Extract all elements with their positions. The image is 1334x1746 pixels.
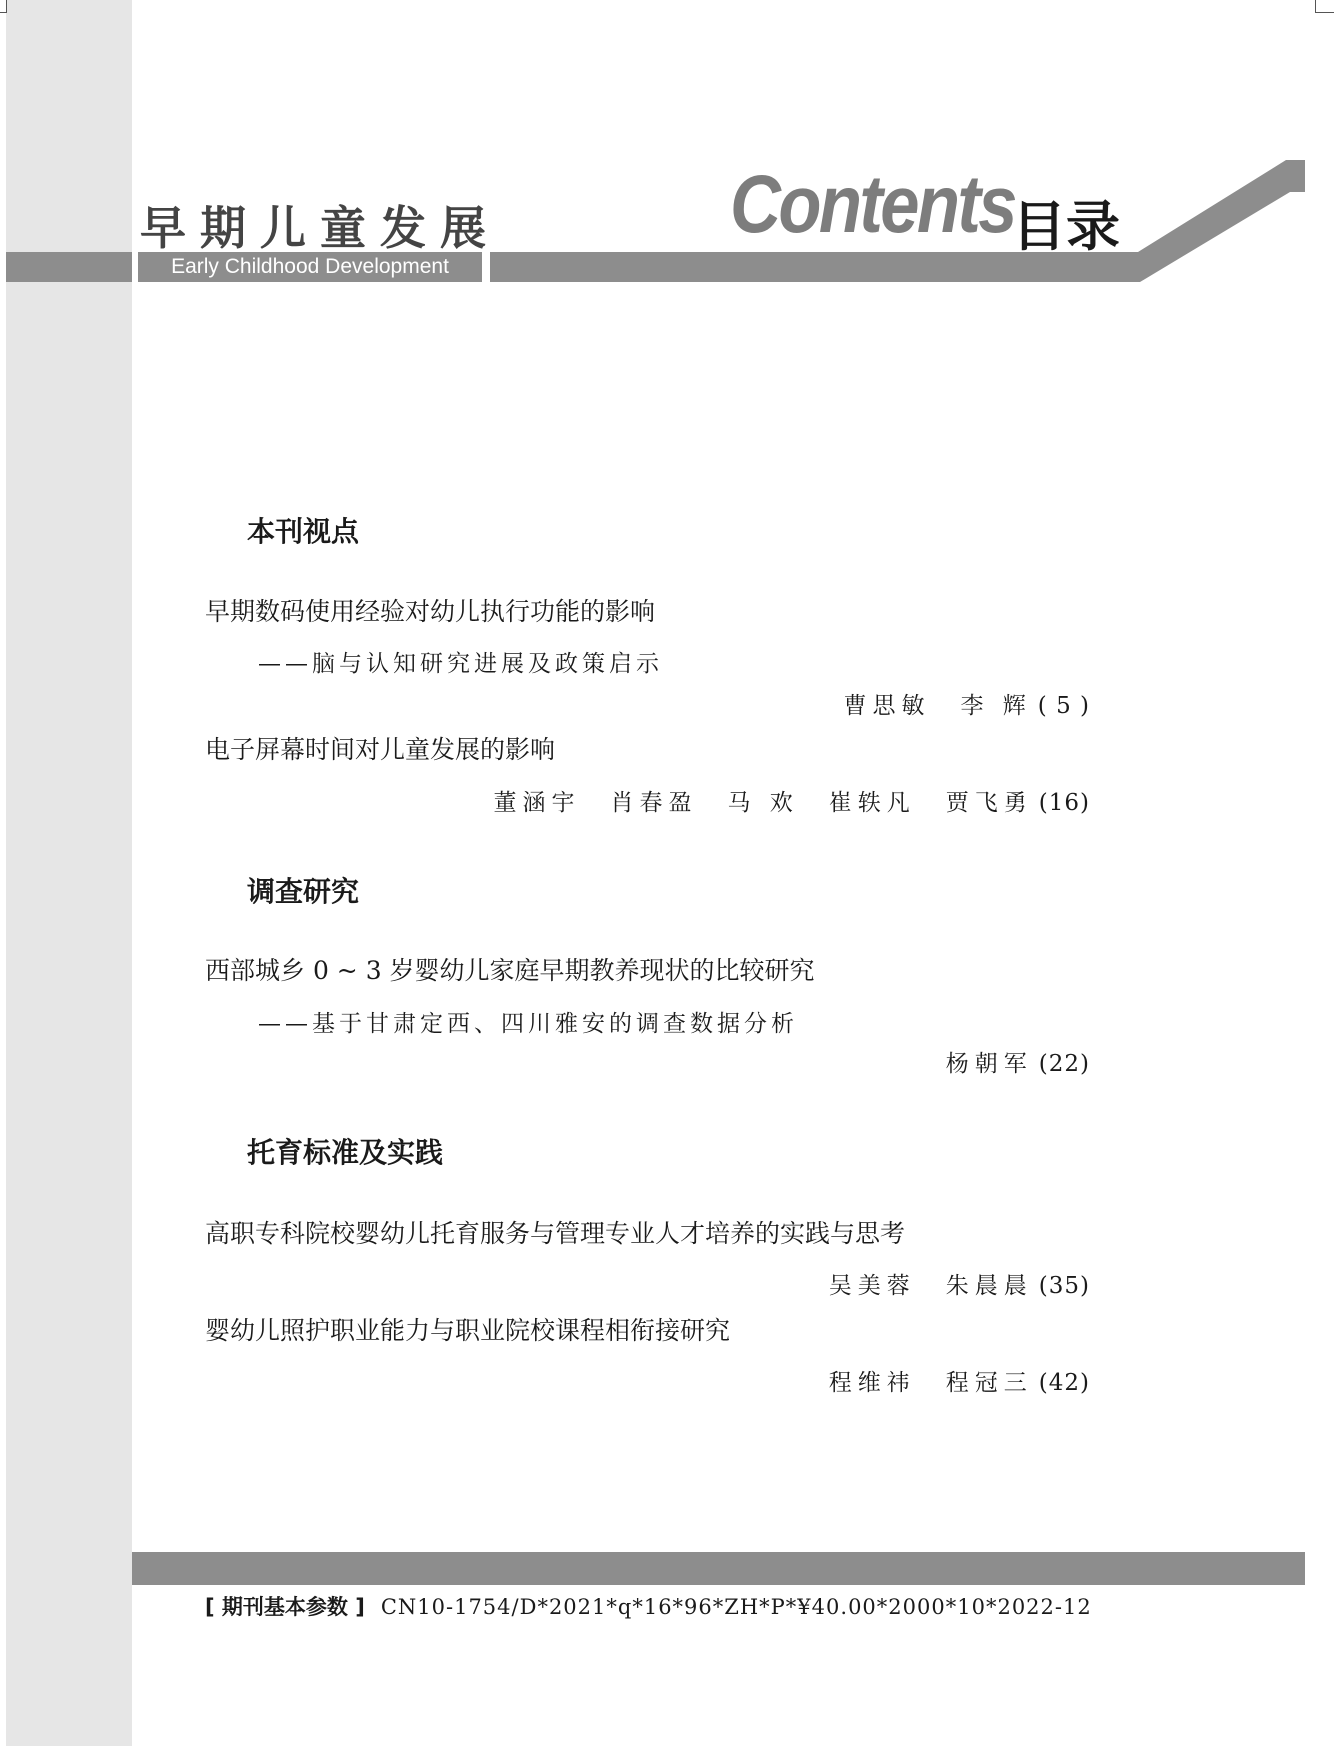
author-name: 崔轶凡	[828, 790, 916, 816]
crop-mark-top-right	[1315, 0, 1334, 13]
section-title: 调查研究	[247, 875, 360, 908]
article-authors	[463, 784, 1090, 817]
journal-name-cn: 早期儿童发展	[140, 201, 500, 255]
page-number: (42)	[1038, 1370, 1090, 1396]
author-name: 朱晨晨	[945, 1273, 1033, 1299]
author-name: 马 欢	[727, 790, 799, 816]
article-authors	[813, 687, 1090, 720]
author-name: 李 辉	[960, 693, 1032, 719]
contents-heading-en: Contents	[730, 159, 1015, 250]
crop-mark-top-left	[0, 0, 7, 13]
journal-name-en: Early Childhood Development	[171, 255, 449, 278]
contents-heading-cn: 目录	[1012, 195, 1120, 258]
article-title[interactable]: 早期数码使用经验对幼儿执行功能的影响	[205, 597, 656, 626]
article-authors	[799, 1267, 1090, 1300]
author-name: 吴美蓉	[828, 1273, 916, 1299]
parameters-label: [ 期刊基本参数 ]	[205, 1595, 365, 1619]
section-title: 本刊视点	[247, 515, 360, 548]
journal-parameters	[205, 1591, 1092, 1621]
section-title: 托育标准及实践	[247, 1136, 444, 1169]
article-authors	[799, 1364, 1090, 1397]
parameters-code: CN10-1754/D*2021*q*16*96*ZH*P*¥40.00*2000*10*2022-12	[380, 1595, 1092, 1619]
author-name: 贾飞勇	[945, 790, 1033, 816]
article-subtitle: ——基于甘肃定西、四川雅安的调查数据分析	[258, 1011, 798, 1037]
page-number: (16)	[1038, 790, 1090, 816]
author-name: 肖春盈	[610, 790, 698, 816]
article-authors	[916, 1045, 1090, 1078]
author-name: 程冠三	[945, 1370, 1033, 1396]
article-title[interactable]: 婴幼儿照护职业能力与职业院校课程相衔接研究	[205, 1316, 731, 1345]
footer-bar	[132, 1552, 1305, 1585]
author-name: 杨朝军	[945, 1051, 1033, 1077]
author-name: 程维祎	[828, 1370, 916, 1396]
article-title[interactable]: 高职专科院校婴幼儿托育服务与管理专业人才培养的实践与思考	[205, 1219, 906, 1248]
author-name: 曹思敏	[843, 693, 931, 719]
page-number: (22)	[1038, 1051, 1090, 1077]
page-number: ( 5 )	[1037, 693, 1090, 719]
page-number: (35)	[1038, 1273, 1090, 1299]
article-title[interactable]: 西部城乡 0 ~ 3 岁婴幼儿家庭早期教养现状的比较研究	[205, 956, 815, 985]
header-bar-left	[6, 252, 132, 282]
article-subtitle: ——脑与认知研究进展及政策启示	[258, 651, 663, 677]
author-name: 董涵宇	[493, 790, 581, 816]
article-title[interactable]: 电子屏幕时间对儿童发展的影响	[205, 735, 556, 764]
